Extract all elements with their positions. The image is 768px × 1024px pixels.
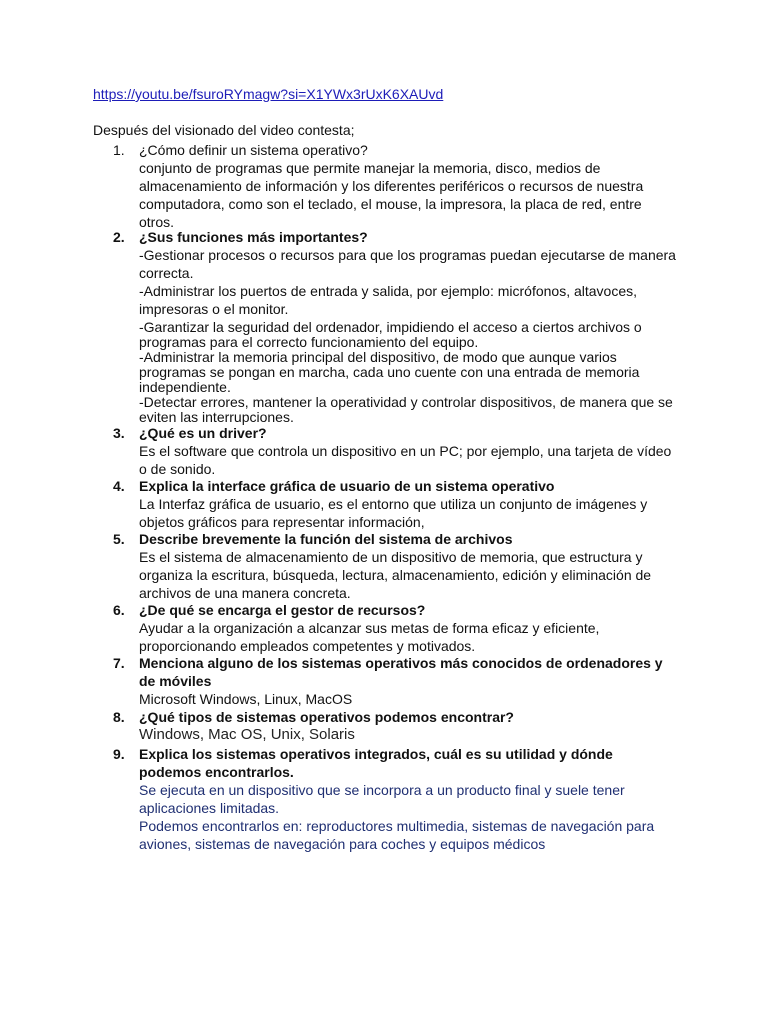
item-answer: -Garantizar la seguridad del ordenador, impidiendo el acceso a ciertos archivos o programas para el correcto funcionamiento del equipo.	[139, 319, 642, 350]
item-answer: conjunto de programas que permite manejar la memoria, disco, medios de almacenamiento de información y los diferentes periféricos o recursos de nuestra computadora, como son el teclado, el mouse, la impresora, la placa de red, entre otros.	[139, 160, 644, 230]
video-link[interactable]: https://youtu.be/fsuroRYmagw?si=X1YWx3rUxK6XAUvd	[93, 86, 444, 102]
item-number: 5.	[113, 531, 125, 547]
intro-text: Después del visionado del video contesta;	[93, 122, 355, 138]
item-number: 3.	[113, 425, 125, 441]
item-number: 9.	[113, 746, 125, 762]
item-question: Explica la interface gráfica de usuario de un sistema operativo	[139, 478, 555, 494]
item-number: 7.	[113, 655, 125, 671]
item-number: 8.	[113, 709, 125, 725]
item-number: 4.	[113, 478, 125, 494]
item-question: ¿Qué tipos de sistemas operativos podemos encontrar?	[139, 709, 514, 725]
item-number: 2.	[113, 229, 125, 245]
item-question-line: de móviles	[139, 673, 212, 689]
item-answer: Windows, Mac OS, Unix, Solaris	[139, 726, 355, 743]
item-question-line: podemos encontrarlos.	[139, 764, 294, 780]
item-question: ¿Qué es un driver?	[139, 425, 267, 441]
item-question-line: Menciona alguno de los sistemas operativos más conocidos de ordenadores y	[139, 655, 663, 671]
item-question: ¿Cómo definir un sistema operativo?	[139, 142, 368, 158]
item-answer: -Administrar los puertos de entrada y salida, por ejemplo: micrófonos, altavoces, impresoras o el monitor.	[139, 283, 638, 317]
item-answer: Es el sistema de almacenamiento de un dispositivo de memoria, que estructura y organiza la escritura, búsqueda, lectura, almacenamiento, edición y eliminación de archivos de una manera concreta.	[139, 549, 652, 601]
item-answer: Ayudar a la organización a alcanzar sus metas de forma eficaz y eficiente, proporcionando empleados competentes y motivados.	[139, 620, 600, 654]
item-answer: Microsoft Windows, Linux, MacOS	[139, 691, 353, 707]
item-answer: -Administrar la memoria principal del dispositivo, de modo que aunque varios programas se pongan en marcha, cada uno cuente con una entrada de memoria independiente.	[139, 349, 640, 395]
item-answer: Podemos encontrarlos en: reproductores multimedia, sistemas de navegación para aviones, sistemas de navegación para coches y equipos médicos	[139, 818, 655, 852]
item-number: 1.	[113, 142, 125, 158]
item-question: Describe brevemente la función del sistema de archivos	[139, 531, 513, 547]
item-number: 6.	[113, 602, 125, 618]
item-answer: -Detectar errores, mantener la operatividad y controlar dispositivos, de manera que se eviten las interrupciones.	[139, 394, 673, 425]
item-answer: Se ejecuta en un dispositivo que se incorpora a un producto final y suele tener aplicaciones limitadas.	[139, 782, 625, 816]
item-question-line: Explica los sistemas operativos integrados, cuál es su utilidad y dónde	[139, 746, 613, 762]
item-answer: La Interfaz gráfica de usuario, es el entorno que utiliza un conjunto de imágenes y objetos gráficos para representar información,	[139, 496, 648, 530]
item-question: ¿Sus funciones más importantes?	[139, 229, 368, 245]
item-answer: -Gestionar procesos o recursos para que los programas puedan ejecutarse de manera correcta.	[139, 247, 676, 281]
item-question: ¿De qué se encarga el gestor de recursos?	[139, 602, 426, 618]
item-answer: Es el software que controla un dispositivo en un PC; por ejemplo, una tarjeta de vídeo o de sonido.	[139, 443, 672, 477]
